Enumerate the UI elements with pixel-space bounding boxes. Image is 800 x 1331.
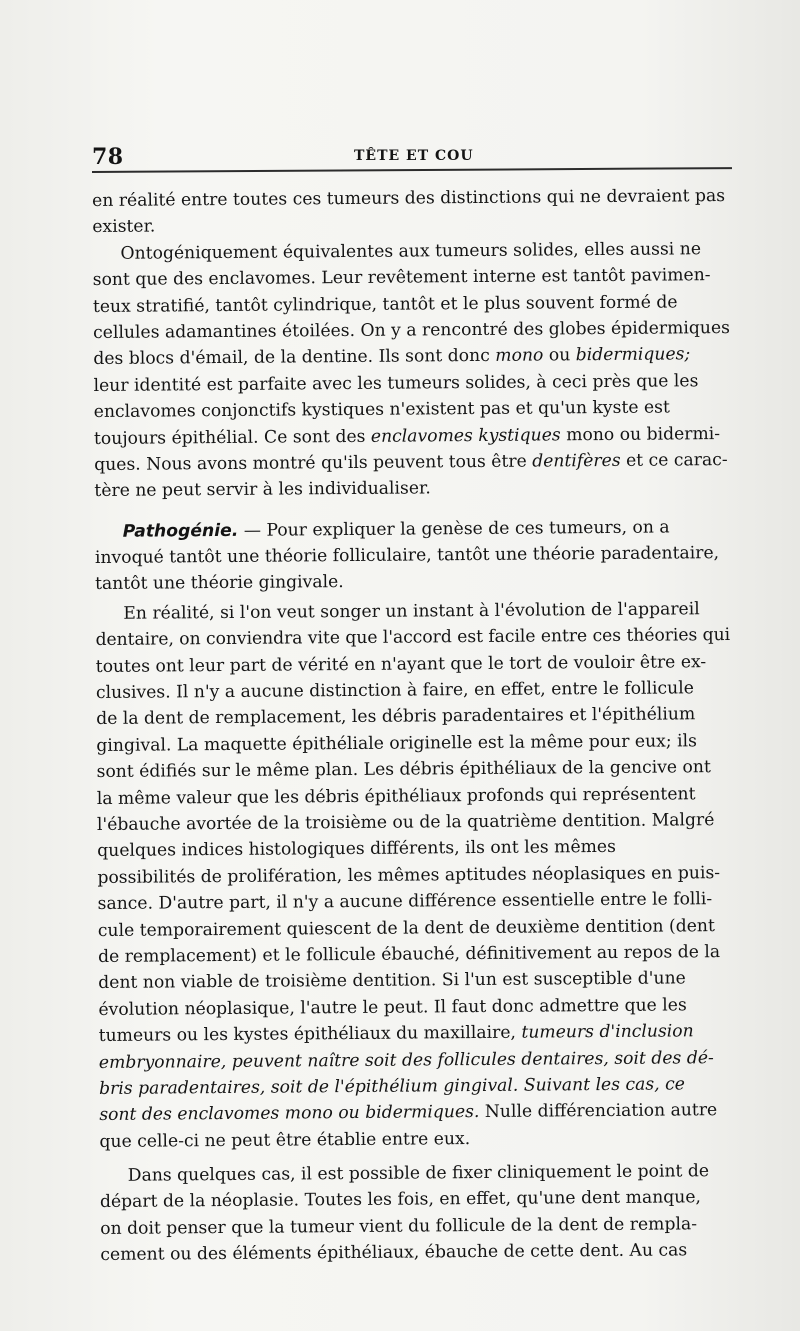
body-text [92,183,740,1269]
text-span: des blocs d'émail, de la dentine. Ils sont donc [93,346,496,370]
text-span: ou [543,345,576,366]
text-line: En réalité, si l'on veut songer un instant à l'évolution de l'appareil [123,599,700,624]
text-line: de remplacement) et le follicule ébauché, définitivement au repos de la [97,942,721,967]
text-line: évolution néoplasique, l'autre le peut. Il faut donc admettre que les [98,995,687,1020]
text-line: invoqué tantôt une théorie folliculaire, tantôt une théorie paradentaire, [94,543,720,569]
italic-term: dentifères [532,450,621,472]
text-line: Dans quelques cas, il est possible de fixer cliniquement le point de [127,1161,710,1186]
text-line: en réalité entre toutes ces tumeurs des distinctions qui ne devraient pas [92,186,726,211]
text-span: tumeurs ou les kystes épithéliaux du maxillaire, [98,1022,522,1047]
text-line: dentaire, on conviendra vite que l'accord est facile entre ces théories qui [95,625,731,651]
text-line: la même valeur que les débris épithéliaux profonds qui représentent [96,783,696,809]
text-line [94,447,734,478]
italic-term: enclavomes kystiques [370,424,561,447]
text-line: quelques indices histologiques différents, ils ont les mêmes [97,837,616,862]
page-header [92,140,732,170]
text-span: mono ou bidermi- [560,423,721,445]
text-line: clusives. Il n'y a aucune distinction à faire, en effet, entre le follicule [95,678,694,704]
text-line [99,1097,739,1128]
text-line: l'ébauche avortée de la troisième ou de la quatrième dentition. Malgré [96,810,715,835]
text-line: gingival. La maquette épithéliale originelle est la même pour eux; ils [96,731,697,756]
header-rule [92,167,732,173]
italic-text: bris paradentaires, soit de l'épithélium gingival. Suivant les cas, ce [98,1074,685,1099]
italic-term: bidermiques; [575,344,691,366]
text-line: on doit penser que la tumeur vient du follicule de la dent de rempla- [100,1214,698,1239]
text-line: départ de la néoplasie. Toutes les fois, en effet, qu'une dent manque, [99,1187,702,1213]
text-line: exister. [92,216,156,238]
text-line: cule temporairement quiescent de la dent de deuxième dentition (dent [97,915,715,941]
text-line: toutes ont leur part de vérité en n'ayant que le tort de vouloir être ex- [95,651,707,677]
italic-text: embryonnaire, peuvent naître soit des follicules dentaires, soit des dé- [98,1047,714,1073]
text-line: enclavomes conjonctifs kystiques n'existent pas et qu'un kyste est [93,397,670,423]
text-span: et ce carac- [620,449,728,471]
text-line: tère ne peut servir à les individualiser. [94,478,431,502]
running-head: TÊTE ET COU [354,148,474,164]
text-line: leur identité est parfaite avec les tumeurs solides, à ceci près que les [93,370,699,396]
text-line: Ontogéniquement équivalentes aux tumeurs solides, elles aussi ne [120,239,702,264]
text-line: cement ou des éléments épithéliaux, ébauche de cette dent. Au cas [100,1240,688,1266]
text-line: sont que des enclavomes. Leur revêtement interne est tantôt pavimen- [92,265,711,291]
page-number: 78 [92,144,124,170]
text-line: cellules adamantines étoilées. On y a rencontré des globes épidermiques [93,317,731,343]
italic-text: sont des enclavomes mono ou bidermiques. [99,1102,480,1126]
italic-term: mono [495,345,544,367]
text-line: tantôt une théorie gingivale. [95,572,344,595]
text-line: que celle-ci ne peut être établie entre eux. [99,1128,471,1152]
text-line: de la dent de remplacement, les débris paradentaires et l'épithélium [96,704,696,730]
text-line: possibilités de prolifération, les mêmes aptitudes néoplasiques en puis- [97,862,721,888]
text-span: — Pour expliquer la genèse de ces tumeurs, on a [238,517,670,541]
section-heading: Pathogénie. [122,520,239,542]
text-line: sont édifiés sur le même plan. Les débris épithéliaux de la gencive ont [96,757,711,783]
text-span: Nulle différenciation autre [479,1100,718,1123]
italic-term: tumeurs d'inclusion [521,1021,694,1043]
text-span: ques. Nous avons montré qu'ils peuvent tous être [94,451,533,475]
text-line: teux stratifié, tantôt cylindrique, tantôt et le plus souvent formé de [92,291,678,317]
text-span: toujours épithélial. Ce sont des [93,426,371,449]
text-line: dent non viable de troisième dentition. Si l'un est susceptible d'une [98,968,686,994]
text-line: sance. D'autre part, il n'y a aucune différence essentielle entre le folli- [97,889,713,915]
